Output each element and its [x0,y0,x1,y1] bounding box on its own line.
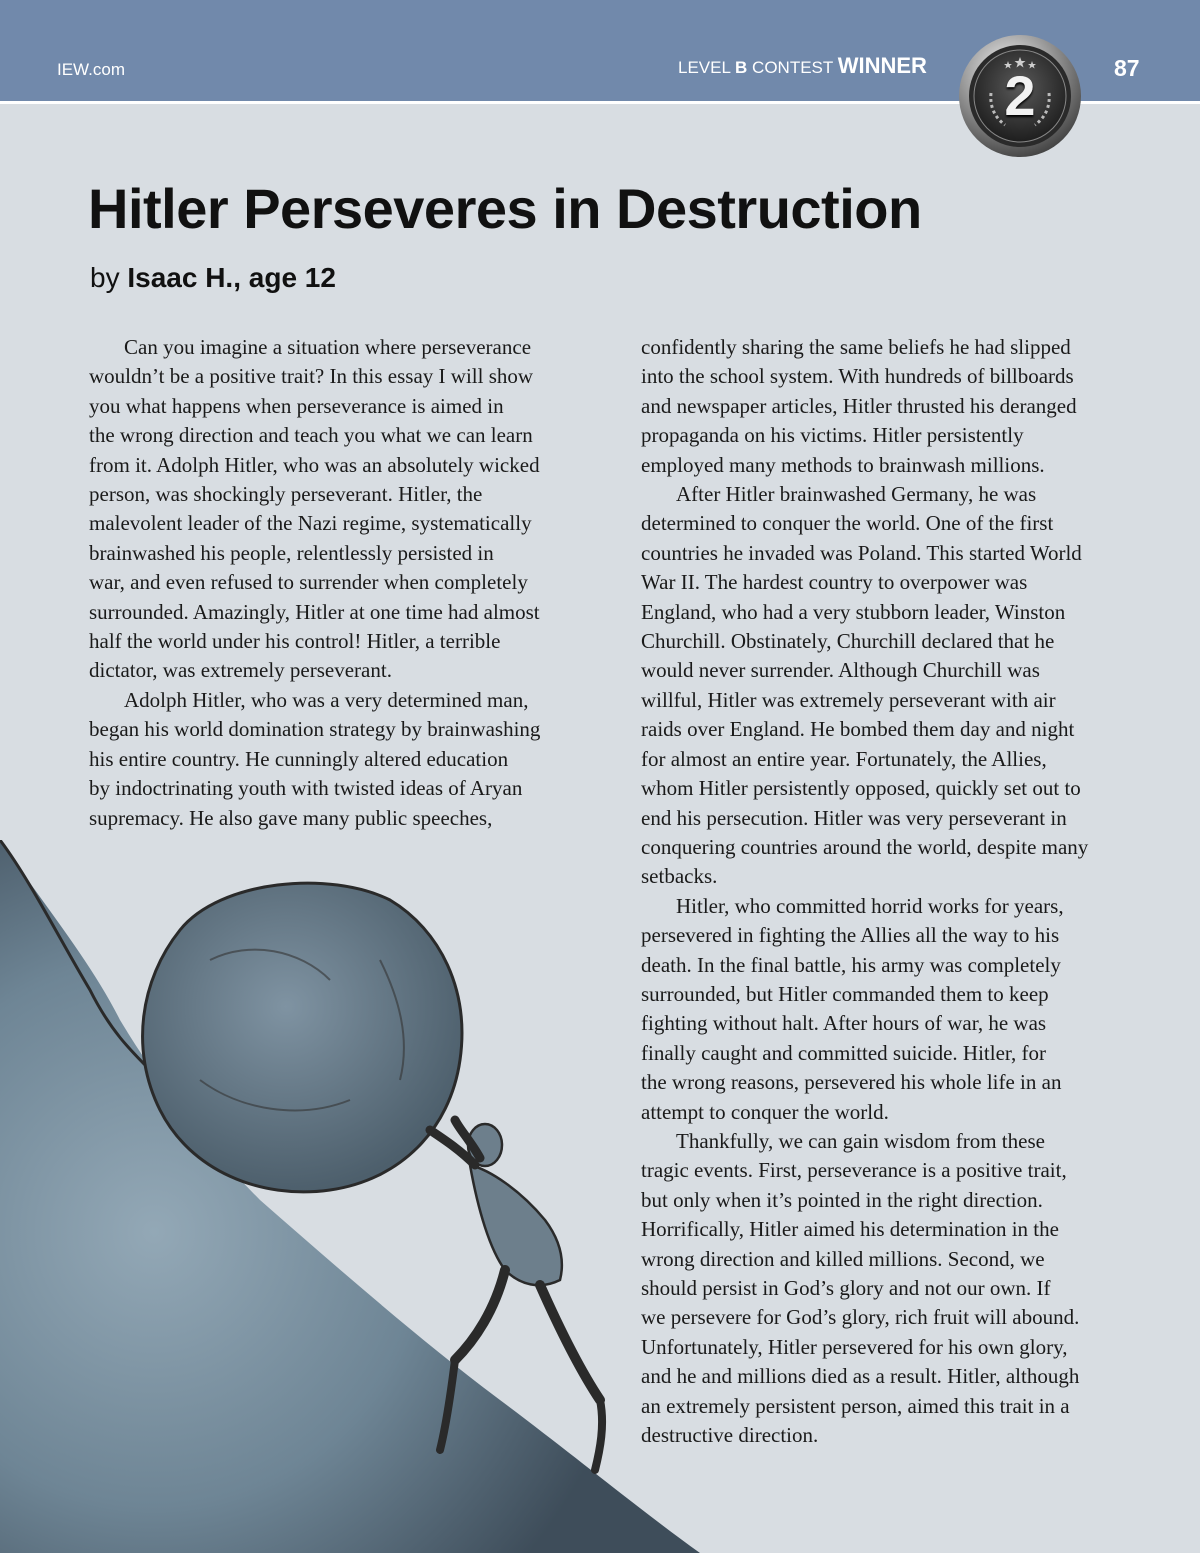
boulder [143,883,462,1192]
text-line: death. In the final battle, his army was completely [641,952,1061,977]
text-line: Hitler, who committed horrid works for years, [676,893,1064,918]
contest-winner: WINNER [837,53,927,78]
text-line: brainwashed his people, relentlessly persisted in [89,540,494,565]
text-line: his entire country. He cunningly altered education [89,746,509,771]
text-line: an extremely persistent person, aimed this trait in a [641,1393,1070,1418]
text-line: countries he invaded was Poland. This started World [641,540,1082,565]
contest-label [678,53,927,79]
medal-number: 2 [1004,64,1036,127]
text-line: by indoctrinating youth with twisted ideas of Aryan [89,776,523,801]
page-number: 87 [1114,55,1140,81]
text-line: propaganda on his victims. Hitler persistently [641,423,1024,448]
text-line: raids over England. He bombed them day and night [641,717,1075,742]
contest-level: B [735,58,748,77]
text-line: Unfortunately, Hitler persevered for his own glory, [641,1334,1068,1359]
text-line: should persist in God’s glory and not our own. If [641,1276,1051,1300]
text-line: you what happens when perseverance is aimed in [89,393,504,418]
text-line: Adolph Hitler, who was a very determined man, [124,687,529,712]
text-line: and newspaper articles, Hitler thrusted his deranged [641,393,1077,418]
text-line: from it. Adolph Hitler, who was an absolutely wicked [89,452,540,477]
text-line: into the school system. With hundreds of billboards [641,364,1074,389]
text-line: would never surrender. Although Churchill was [641,658,1040,683]
text-line: half the world under his control! Hitler, a terrible [89,629,501,654]
text-line: wouldn’t be a positive trait? In this essay I will show [89,364,534,389]
text-column-right [641,333,1151,1450]
text-line: we persevere for God’s glory, rich fruit will abound. [641,1305,1080,1330]
text-column-left [89,333,599,833]
text-line: began his world domination strategy by brainwashing [89,717,541,742]
text-line: tragic events. First, perseverance is a positive trait, [641,1158,1067,1183]
text-line: employed many methods to brainwash millions. [641,452,1045,477]
text-line: setbacks. [641,864,718,889]
byline-prefix: by [90,262,128,293]
medal-icon [957,33,1083,159]
text-line: attempt to conquer the world. [641,1099,889,1124]
text-line: supremacy. He also gave many public speeches, [89,805,493,830]
text-line: wrong direction and killed millions. Second, we [641,1246,1045,1271]
text-line: war, and even refused to surrender when completely [89,570,528,595]
article-title: Hitler Perseveres in Destruction [88,177,922,240]
text-line: for almost an entire year. Fortunately, the Allies, [641,746,1047,771]
text-line: confidently sharing the same beliefs he had slipped [641,335,1071,359]
text-line: the wrong direction and teach you what we can learn [89,423,533,448]
contest-mid: CONTEST [747,58,838,77]
text-line: destructive direction. [641,1423,819,1448]
text-line: persevered in fighting the Allies all the way to his [641,923,1060,948]
text-line: finally caught and committed suicide. Hitler, for [641,1040,1047,1065]
byline [90,262,336,294]
text-line: dictator, was extremely perseverant. [89,658,392,683]
text-line: surrounded. Amazingly, Hitler at one time had almost [89,599,540,624]
text-line: determined to conquer the world. One of the first [641,511,1054,536]
text-line: After Hitler brainwashed Germany, he was [676,482,1037,507]
sisyphus-illustration [0,840,700,1553]
text-line: malevolent leader of the Nazi regime, systematically [89,511,532,536]
text-line: surrounded, but Hitler commanded them to keep [641,981,1049,1006]
text-line: fighting without halt. After hours of war, he was [641,1011,1047,1036]
text-line: conquering countries around the world, despite many [641,834,1089,859]
author-name: Isaac H., age 12 [127,262,336,293]
contest-prefix: LEVEL [678,58,736,77]
site-name: IEW.com [57,60,126,79]
text-line: but only when it’s pointed in the right direction. [641,1187,1043,1212]
text-line: end his persecution. Hitler was very perseverant in [641,805,1067,830]
text-line: Thankfully, we can gain wisdom from these [676,1128,1045,1153]
text-line: the wrong reasons, persevered his whole life in an [641,1070,1062,1095]
text-line: whom Hitler persistently opposed, quickly set out to [641,776,1081,801]
text-line: Can you imagine a situation where perseverance [124,335,532,359]
text-line: War II. The hardest country to overpower was [641,570,1028,595]
text-line: England, who had a very stubborn leader, Winston [641,599,1066,624]
text-line: willful, Hitler was extremely perseverant with air [641,687,1056,712]
text-line: person, was shockingly perseverant. Hitler, the [89,482,483,507]
text-line: and he and millions died as a result. Hitler, although [641,1364,1080,1389]
text-line: Horrifically, Hitler aimed his determination in the [641,1217,1059,1242]
text-line: Churchill. Obstinately, Churchill declared that he [641,629,1055,654]
